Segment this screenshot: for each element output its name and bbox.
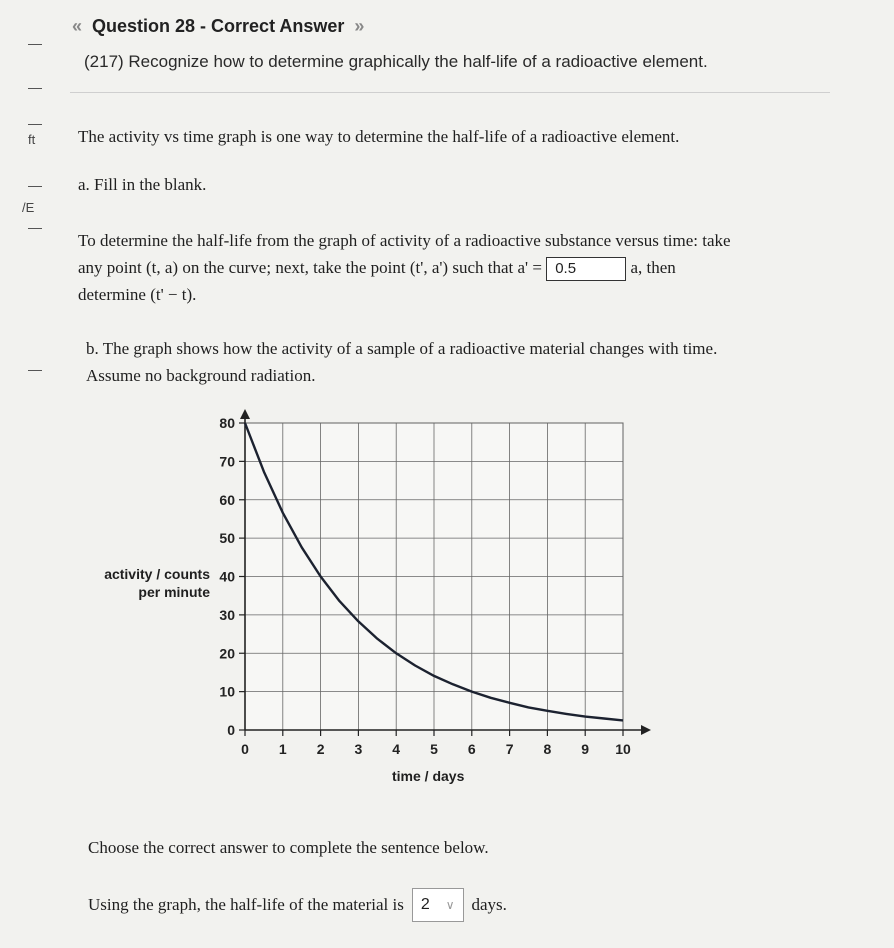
question-title: Question 28 - Correct Answer bbox=[92, 15, 345, 36]
chart-x-tick-label: 0 bbox=[241, 741, 249, 757]
chart-x-tick-label: 3 bbox=[354, 741, 363, 757]
chevron-double-left-icon[interactable]: « bbox=[72, 15, 83, 36]
dropdown-selected-value: 2 bbox=[420, 896, 430, 913]
answer-sentence-before: Using the graph, the half-life of the material is bbox=[88, 895, 404, 914]
intro-text: The activity vs time graph is one way to determine the half-life of a radioactive element. bbox=[78, 127, 680, 146]
part-a-heading: a. Fill in the blank. bbox=[78, 175, 207, 194]
chart-y-axis-label-line-2: per minute bbox=[138, 584, 210, 600]
part-a-line-1: To determine the half-life from the graph of activity of a radioactive substance versus time: take bbox=[78, 231, 731, 250]
answer-sentence bbox=[88, 888, 507, 922]
chart-grid bbox=[245, 423, 623, 730]
chevron-double-right-icon[interactable]: » bbox=[354, 15, 365, 36]
edge-label: /E bbox=[22, 200, 35, 215]
part-b-line-1: b. The graph shows how the activity of a sample of a radioactive material changes with time. bbox=[86, 339, 718, 358]
answer-sentence-after: days. bbox=[471, 895, 507, 914]
choice-prompt: Choose the correct answer to complete the sentence below. bbox=[88, 838, 489, 857]
chart-y-tick-label: 50 bbox=[219, 530, 235, 547]
chart-y-tick-label: 0 bbox=[227, 722, 235, 738]
chart-x-tick-label: 2 bbox=[316, 741, 325, 757]
chart-x-tick-label: 8 bbox=[543, 741, 552, 757]
chart-x-tick-label: 7 bbox=[505, 741, 514, 757]
question-subtitle: (217) Recognize how to determine graphically the half-life of a radioactive element. bbox=[84, 52, 708, 71]
chart-x-tick-label: 6 bbox=[467, 741, 476, 757]
chart-x-axis-label: time / days bbox=[392, 768, 465, 784]
part-a-line-2-after: a, then bbox=[630, 258, 676, 277]
edge-label: ft bbox=[28, 132, 36, 147]
chart-y-axis-arrow bbox=[240, 409, 250, 419]
chevron-down-icon: ∨ bbox=[445, 898, 455, 912]
part-a-line-3: determine (t' − t). bbox=[78, 285, 197, 304]
chart-x-tick-label: 9 bbox=[581, 741, 590, 757]
chart-y-tick-label: 70 bbox=[219, 453, 235, 470]
chart-y-tick-label: 20 bbox=[219, 645, 235, 662]
chart-y-axis-label-line-1: activity / counts bbox=[104, 566, 210, 582]
chart-x-tick-label: 5 bbox=[430, 741, 438, 757]
chart-x-tick-label: 1 bbox=[278, 741, 287, 757]
half-life-dropdown[interactable] bbox=[412, 888, 464, 922]
chart-x-tick-label: 4 bbox=[392, 741, 401, 757]
chart-y-tick-label: 80 bbox=[219, 415, 235, 431]
chart-x-tick-label: 10 bbox=[615, 741, 631, 757]
chart-y-tick-label: 10 bbox=[219, 683, 235, 700]
chart-y-tick-label: 30 bbox=[219, 606, 235, 623]
part-a-line-2-before: any point (t, a) on the curve; next, take the point (t', a') such that a' = bbox=[78, 258, 542, 277]
fill-blank-answer-box[interactable]: 0.5 bbox=[546, 257, 626, 281]
chart-x-axis-arrow bbox=[641, 725, 651, 735]
chart-y-tick-label: 40 bbox=[219, 568, 235, 585]
part-b-line-2: Assume no background radiation. bbox=[86, 366, 316, 385]
chart-y-tick-label: 60 bbox=[219, 491, 235, 508]
